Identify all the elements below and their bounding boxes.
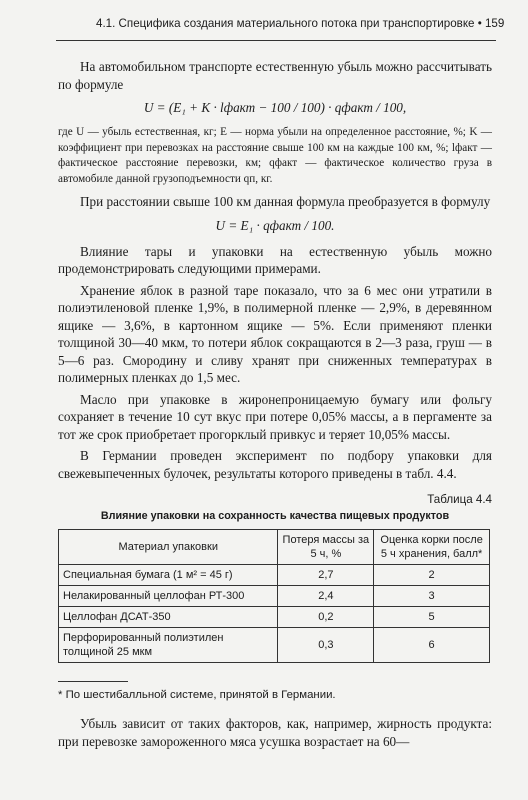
- paragraph-butter: Масло при упаковке в жиронепроницаемую бумагу или фольгу сохраняет в течение 10 сут вкус при потере 0,05% массы, а в пергаменте за тот же срок приобретает прогорклый привкус и теряет 10,05% массы.: [58, 391, 492, 442]
- cell-score: 5: [374, 607, 490, 628]
- cell-material: Нелакированный целлофан РТ-300: [59, 586, 278, 607]
- table-label: Таблица 4.4: [427, 493, 492, 507]
- cell-material: Целлофан ДСАТ-350: [59, 607, 278, 628]
- formula-natural-loss: U = (E₁ + K · lфакт − 100 / 100) · qфакт / 100,: [143, 100, 407, 115]
- cell-loss: 2,4: [278, 586, 374, 607]
- paragraph-last: Убыль зависит от таких факторов, как, например, жирность продукта: при перевозке замороженного мяса усушка возрастает на 60—: [58, 716, 492, 749]
- table-row: [59, 586, 490, 607]
- footnote: * По шестибалльной системе, принятой в Германии.: [58, 689, 336, 702]
- header-mass-loss: Потеря массы за 5 ч, %: [278, 530, 374, 565]
- running-header: 4.1. Специфика создания материального потока при транспортировке • 159: [96, 17, 505, 30]
- cell-score: 6: [374, 628, 490, 663]
- table-row: [59, 565, 490, 586]
- formula-legend: где U — убыль естественная, кг; E — норма убыли на определенное расстояние, %; K — коэффициент при перевозках на расстояние свыше 100 км на каждые 100 км, %; lфакт — фактическое расстояние перевозки, км; qфакт — фактическое количество груза в автомобиле данной грузоподъемности qп, кг.: [58, 126, 492, 185]
- table-header-row: [59, 530, 490, 565]
- cell-score: 2: [374, 565, 490, 586]
- table-title: Влияние упаковки на сохранность качества пищевых продуктов: [100, 510, 450, 523]
- paragraph-packaging-influence: Влияние тары и упаковки на естественную убыль можно продемонстрировать следующими примерами.: [58, 243, 492, 277]
- table-row: [59, 628, 490, 663]
- paragraph-intro: На автомобильном транспорте естественную убыль можно рассчитывать по формуле: [58, 59, 492, 92]
- footnote-rule: [58, 681, 128, 682]
- packaging-table: [58, 529, 490, 663]
- header-crust-score: Оценка корки после 5 ч хранения, балл*: [374, 530, 490, 565]
- page-body: [58, 58, 492, 750]
- header-rule: [56, 40, 496, 41]
- formula-simplified: U = E₁ · qфакт / 100.: [215, 217, 335, 233]
- table-row: [59, 607, 490, 628]
- header-material: Материал упаковки: [59, 530, 278, 565]
- cell-material: Перфорированный полиэтилен толщиной 25 мкм: [59, 628, 278, 663]
- paragraph-over-100km: При расстоянии свыше 100 км данная формула преобразуется в формулу: [80, 194, 491, 210]
- cell-loss: 0,2: [278, 607, 374, 628]
- cell-loss: 0,3: [278, 628, 374, 663]
- cell-material: Специальная бумага (1 м² = 45 г): [59, 565, 278, 586]
- paragraph-germany: В Германии проведен эксперимент по подбору упаковки для свежевыпеченных булочек, результаты которого приведены в табл. 4.4.: [58, 448, 492, 481]
- cell-score: 3: [374, 586, 490, 607]
- cell-loss: 2,7: [278, 565, 374, 586]
- paragraph-apples: Хранение яблок в разной таре показало, что за 6 мес они утратили в полиэтиленовой пленке 1,9%, в полимерной пленке — 2,9%, в деревянном ящике — 3,6%, в картонном ящике — 5%. Если применяют пленки толщиной 30—40 мкм, то потери яблок сокращаются в 2—3 раза, груш — в 5—6 раз. Смородину и сливу хранят при сниженных температурах в полимерных пленках до 1,5 мес.: [58, 282, 492, 386]
